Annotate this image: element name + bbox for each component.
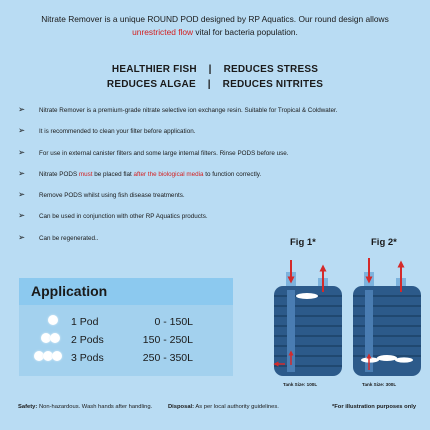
intro-line-2-rest: vital for bacteria population. [193,27,298,37]
pod-count: 2 Pods [71,334,104,346]
disposal-text: As per local authority guidelines. [194,404,279,410]
safety-text: Non-hazardous. Wash hands after handling. [37,404,153,410]
feature-item [18,212,418,233]
feature-item [18,106,418,127]
headline-reduces-stress: REDUCES STRESS [223,64,319,75]
canister-fig-1 [274,260,342,376]
footer-safety [18,404,152,410]
feature-item [18,127,418,148]
pod-count: 3 Pods [71,352,104,364]
headline-reduces-algae: REDUCES ALGAE [106,79,196,90]
disposal-label: Disposal: [168,404,195,410]
application-row [19,314,233,330]
application-header [19,278,233,305]
tank-range: 150 - 250L [142,334,193,346]
arrow-bullet-icon: ➢ [18,104,26,114]
intro-text [10,13,420,39]
feature-item [18,167,418,191]
feature-text: Nitrate Remover is a premium-grade nitrate selective ion exchange resin. Suitable for Tropical & Coldwater. [39,107,338,114]
headline-separator: | [207,79,211,90]
headline-row-1 [0,64,430,75]
figure-1-title: Fig 1* [290,237,316,248]
feature-text: Can be regenerated.. [39,234,99,242]
feature-item [18,191,418,212]
feature-list [18,106,418,255]
figure-2-title: Fig 2* [371,237,397,248]
arrow-bullet-icon: ➢ [18,210,26,221]
feature-item [18,146,418,170]
arrow-bullet-icon: ➢ [18,231,26,242]
feature-text [39,171,261,178]
arrow-bullet-icon: ➢ [18,167,26,178]
tank-range: 250 - 350L [142,352,193,364]
feature-text: Remove PODS whilst using fish disease treatments. [39,192,185,200]
footer-illustration-note: *For illustration purposes only [332,404,417,410]
figure-2-caption: Tank Size: 300L [362,382,397,387]
figure-1-caption: Tank Size: 100L [283,382,318,387]
pod-count: 1 Pod [71,316,99,328]
feature-text: It is recommended to clean your filter before application. [39,128,196,136]
feature-text-highlight: must [78,170,93,178]
tank-range: 0 - 150L [154,316,193,328]
canister-diagram [258,250,428,380]
headline-row-2 [0,79,430,90]
arrow-bullet-icon: ➢ [18,125,26,136]
canister-fig-2 [353,258,421,376]
intro-line-2 [10,26,420,39]
feature-text-part: Nitrate PODS [39,170,79,178]
feature-text: Can be used in conjunction with other RP Aquatics products. [39,213,208,221]
application-row [19,350,233,366]
arrow-bullet-icon: ➢ [18,146,26,157]
intro-highlight: unrestricted flow [132,27,194,37]
feature-text-part: be placed flat [92,170,134,178]
headline-healthier-fish: HEALTHIER FISH [111,64,197,75]
footer-disposal [168,404,279,410]
application-row [19,332,233,348]
headline-reduces-nitrites: REDUCES NITRITES [222,79,324,90]
application-title: Application [31,283,108,299]
feature-text: For use in external canister filters and some large internal filters. Rinse PODS before use. [39,149,289,157]
arrow-bullet-icon: ➢ [18,189,26,200]
intro-line-1: Nitrate Remover is a unique ROUND POD designed by RP Aquatics. Our round design allows [41,14,389,24]
headline-separator: | [208,64,212,75]
feature-text-part: to function correctly. [203,170,262,178]
feature-text-highlight: after the biological media [133,170,204,178]
safety-label: Safety: [18,404,38,410]
